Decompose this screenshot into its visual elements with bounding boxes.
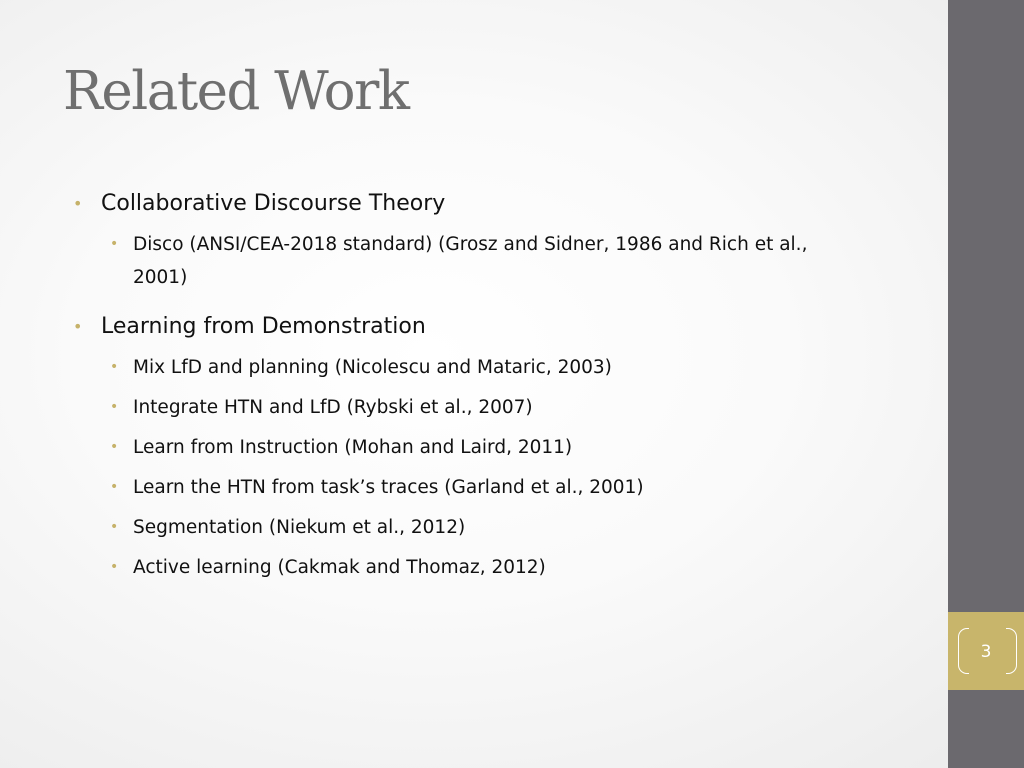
bullet-icon: • bbox=[73, 317, 83, 336]
sub-bullet-text: Active learning (Cakmak and Thomaz, 2012) bbox=[133, 557, 546, 578]
bullet-list bbox=[73, 187, 873, 584]
sub-bullet-item-mix-lfd-planning bbox=[110, 351, 873, 384]
sub-bullet-item-integrate-htn-lfd bbox=[110, 391, 873, 424]
bullet-icon: • bbox=[73, 194, 83, 213]
sub-bullet-text: Mix LfD and planning (Nicolescu and Mataric, 2003) bbox=[133, 357, 612, 378]
sub-bullet-text: Integrate HTN and LfD (Rybski et al., 2007) bbox=[133, 397, 533, 418]
sub-bullet-item-learn-from-instruction bbox=[110, 431, 873, 464]
bullet-item-collaborative-discourse-theory bbox=[73, 187, 873, 221]
bullet-item-learning-from-demonstration bbox=[73, 310, 873, 344]
bullet-icon: • bbox=[110, 439, 119, 455]
sub-bullet-text: Disco (ANSI/CEA-2018 standard) (Grosz and Sidner, 1986 and Rich et al., 2001) bbox=[133, 234, 808, 288]
slide-title: Related Work bbox=[63, 61, 409, 122]
sub-bullet-text: Learn the HTN from task’s traces (Garland et al., 2001) bbox=[133, 477, 644, 498]
bullet-icon: • bbox=[110, 479, 119, 495]
right-brace-icon bbox=[1006, 628, 1017, 674]
sub-bullet-item-learn-htn-traces bbox=[110, 471, 873, 504]
bullet-icon: • bbox=[110, 399, 119, 415]
bullet-icon: • bbox=[110, 359, 119, 375]
sub-bullet-item-disco bbox=[110, 228, 853, 294]
bullet-text: Collaborative Discourse Theory bbox=[101, 191, 446, 216]
bullet-text: Learning from Demonstration bbox=[101, 314, 426, 339]
bullet-icon: • bbox=[110, 519, 119, 535]
bullet-icon: • bbox=[110, 559, 119, 575]
bullet-icon: • bbox=[110, 236, 119, 252]
sub-bullet-text: Learn from Instruction (Mohan and Laird, 2011) bbox=[133, 437, 573, 458]
page-number-badge bbox=[948, 612, 1024, 690]
page-number: 3 bbox=[980, 642, 992, 662]
sub-bullet-item-segmentation bbox=[110, 511, 873, 544]
sub-bullet-item-active-learning bbox=[110, 551, 873, 584]
sub-bullet-text: Segmentation (Niekum et al., 2012) bbox=[133, 517, 466, 538]
